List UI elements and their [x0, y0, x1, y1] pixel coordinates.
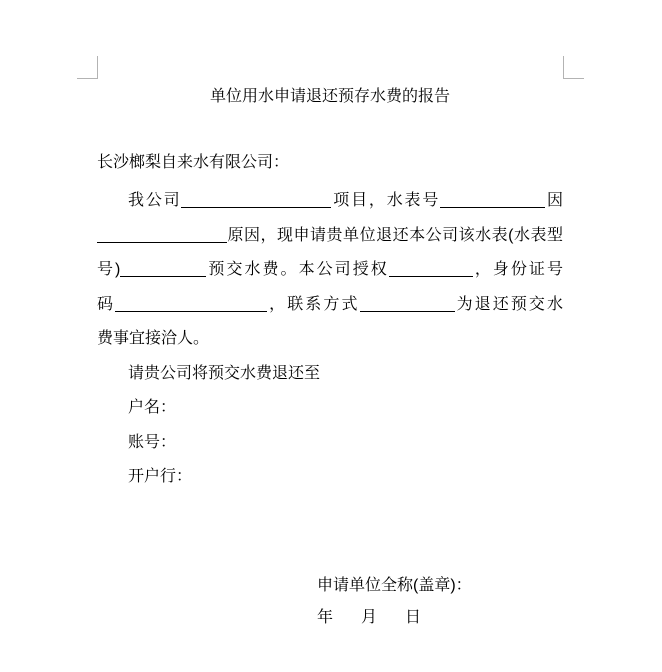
fill-in-blank[interactable]	[120, 258, 206, 277]
document-body	[97, 184, 563, 495]
body-line	[97, 322, 563, 357]
fill-in-blank[interactable]	[360, 293, 455, 312]
body-text: 我公司	[128, 192, 182, 209]
body-line	[97, 184, 563, 219]
fill-in-blank[interactable]	[97, 224, 227, 243]
body-text: 预交水费。本公司授权	[206, 261, 389, 278]
body-text: 账号：	[128, 433, 177, 451]
body-text: 户名：	[128, 399, 177, 416]
margin-mark-top-left-icon	[77, 56, 98, 79]
body-text: 开户行：	[128, 468, 193, 485]
date-year-label: 年	[317, 609, 334, 626]
date-line	[317, 601, 421, 636]
body-text: ，身份证号	[472, 261, 563, 278]
body-line	[97, 219, 563, 254]
body-text: ，联系方式	[267, 295, 360, 313]
body-text: 因	[545, 192, 563, 209]
body-line	[97, 357, 563, 392]
body-text: 码	[97, 295, 116, 313]
body-text: 为退还预交水	[454, 295, 563, 313]
body-text: 费事宜接洽人。	[97, 330, 210, 347]
document-title: 单位用水申请退还预存水费的报告	[209, 88, 450, 105]
date-day-label: 日	[405, 609, 422, 626]
fill-in-blank[interactable]	[389, 258, 473, 277]
fill-in-blank[interactable]	[115, 293, 267, 312]
body-line	[97, 253, 563, 288]
salutation: 长沙榔梨自来水有限公司：	[97, 154, 290, 171]
body-line	[97, 426, 563, 461]
fill-in-blank[interactable]	[181, 189, 331, 208]
body-text: 请贵公司将预交水费退还至	[128, 364, 321, 382]
body-line	[97, 288, 563, 323]
body-line	[97, 460, 563, 495]
body-text: 原因，现申请贵单位退还本公司该水表(水表型	[227, 226, 563, 244]
body-line	[97, 391, 563, 426]
body-text: 项目，水表号	[331, 192, 441, 209]
fill-in-blank[interactable]	[440, 189, 545, 208]
date-month-label: 月	[361, 609, 378, 626]
margin-mark-top-right-icon	[563, 56, 584, 79]
body-text: 号)	[97, 261, 121, 278]
signature-label: 申请单位全称(盖章)：	[317, 577, 472, 594]
